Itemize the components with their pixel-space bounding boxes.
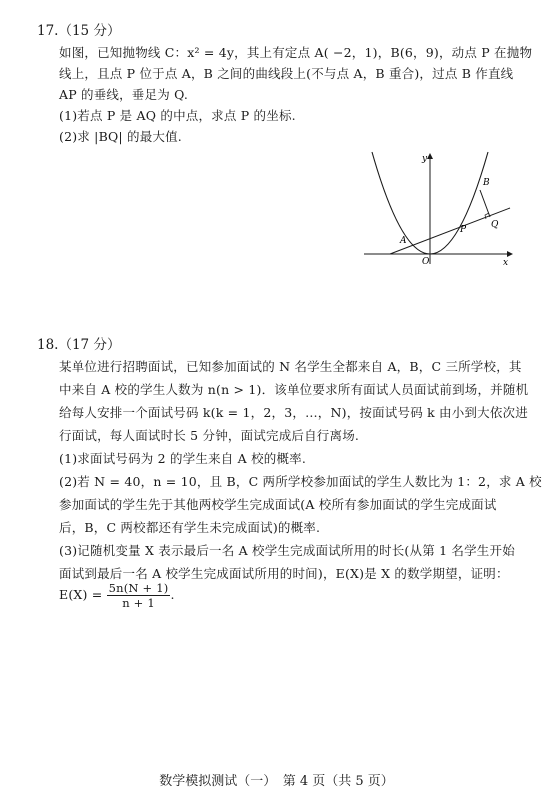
formula-lhs: E(X) = — [59, 587, 103, 602]
q17-line-3: AP 的垂线，垂足为 Q. — [59, 87, 189, 102]
q18-header: 18.（17 分） — [37, 337, 121, 353]
formula-tail: . — [170, 587, 175, 602]
label-origin: O — [422, 257, 430, 267]
q18-line-2: 中来自 A 校的学生人数为 n(n > 1)．该单位要求所有面试人员面试前到场，并随机 — [59, 382, 529, 397]
formula-denominator: n + 1 — [122, 596, 155, 610]
q18-line-10: 面试到最后一名 A 校学生完成面试所用的时间)，E(X)是 X 的数学期望，证明： — [59, 566, 509, 581]
page-footer: 数学模拟测试（一） 第 4 页（共 5 页） — [159, 774, 394, 789]
label-x: x — [503, 258, 509, 268]
q17-line-4: (1)若点 P 是 AQ 的中点，求点 P 的坐标. — [59, 108, 296, 123]
q18-line-8: 后，B，C 两校都还有学生未完成面试)的概率. — [59, 520, 321, 535]
q18-line-7: 参加面试的学生先于其他两校学生完成面试(A 校所有参加面试的学生完成面试 — [59, 497, 497, 512]
label-b: B — [483, 178, 490, 188]
q18-formula — [59, 581, 175, 610]
q17-line-5: (2)求 |BQ| 的最大值. — [59, 129, 182, 144]
q17-line-1: 如图，已知抛物线 C：x² = 4y，其上有定点 A( −2，1)，B(6，9)，动点 P 在抛物 — [59, 45, 533, 60]
line-ap — [390, 208, 510, 254]
q18-line-4: 行面试，每人面试时长 5 分钟，面试完成后自行离场. — [59, 428, 360, 443]
q18-line-9: (3)记随机变量 X 表示最后一名 A 校学生完成面试所用的时长(从第 1 名学生开始 — [59, 543, 515, 558]
q18-line-5: (1)求面试号码为 2 的学生来自 A 校的概率. — [59, 451, 307, 466]
label-q: Q — [491, 220, 499, 230]
q18-line-3: 给每人安排一个面试号码 k(k = 1，2，3，…，N)，按面试号码 k 由小到大依次进 — [59, 405, 528, 420]
label-a: A — [400, 236, 407, 246]
formula-numerator: 5n(N + 1) — [108, 581, 169, 595]
q18-line-1: 某单位进行招聘面试，已知参加面试的 N 名学生全都来自 A，B，C 三所学校，其 — [59, 359, 522, 374]
formula-fraction — [107, 581, 171, 610]
label-p: P — [460, 225, 467, 235]
label-y: y — [422, 154, 428, 164]
q17-header: 17.（15 分） — [37, 23, 121, 39]
q17-line-2: 线上，且点 P 位于点 A，B 之间的曲线段上(不与点 A，B 重合)，过点 B 作直线 — [59, 66, 514, 81]
parabola-figure — [360, 148, 520, 268]
q18-line-6: (2)若 N = 40，n = 10，且 B，C 两所学校参加面试的学生人数比为 1：2，求 A 校 — [59, 474, 542, 489]
